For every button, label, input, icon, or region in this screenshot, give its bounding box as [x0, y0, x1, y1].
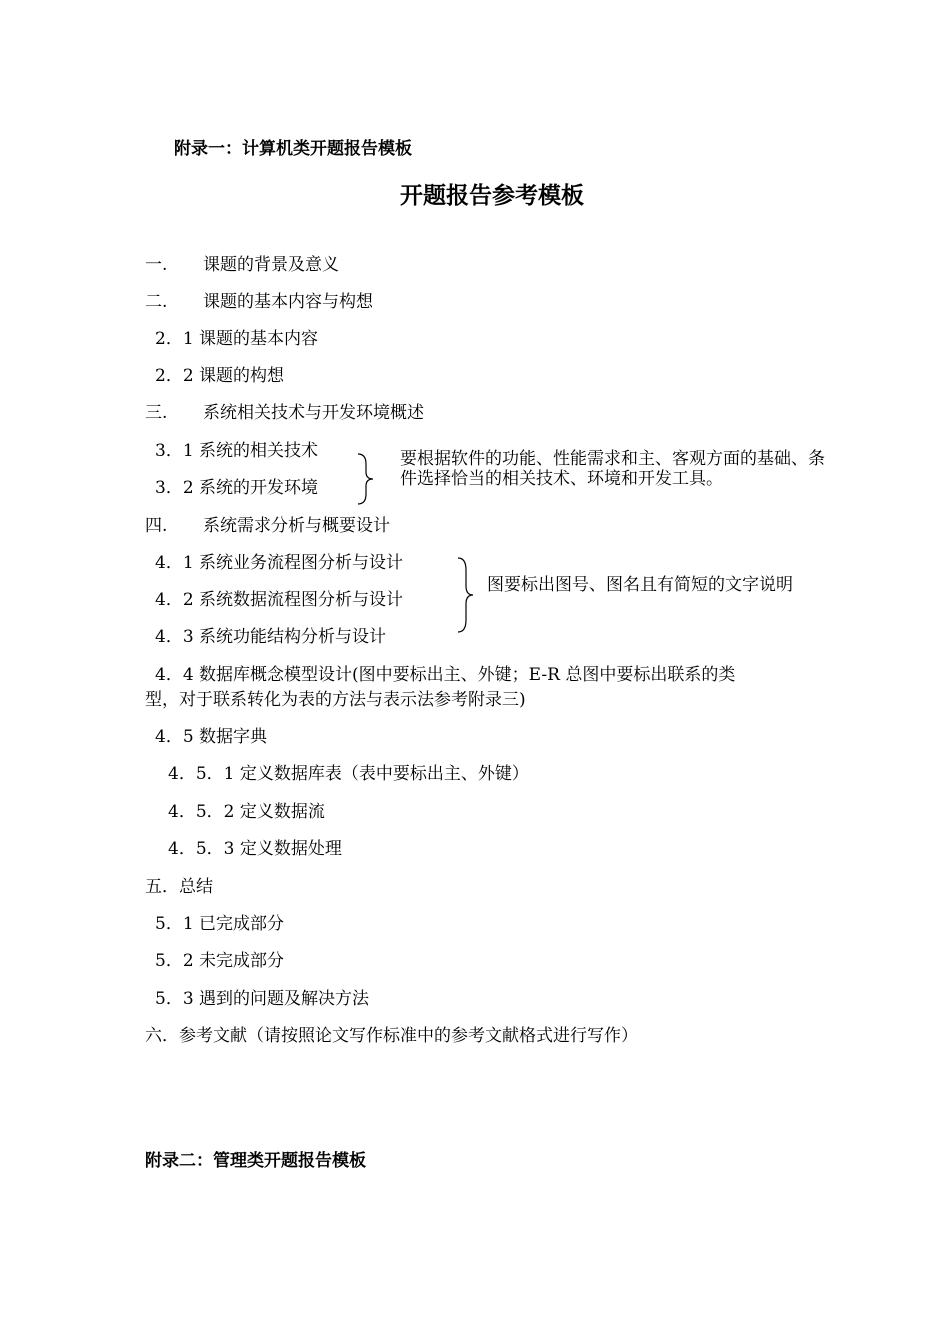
- section-text: 课题的背景及意义: [203, 255, 339, 275]
- section-1: [145, 254, 339, 276]
- subsection-2-1: 2．1 课题的基本内容: [155, 329, 319, 349]
- page-title: 开题报告参考模板: [400, 183, 584, 209]
- subsection-4-5-3: 4．5．3 定义数据处理: [168, 839, 342, 859]
- subsection-3-2: 3．2 系统的开发环境: [155, 478, 319, 498]
- subsection-4-5-2: 4．5．2 定义数据流: [168, 802, 325, 822]
- section-4: [145, 515, 390, 537]
- right-brace-icon: [356, 452, 376, 506]
- subsection-4-4-continued: 型，对于联系转化为表的方法与表示法参考附录三): [145, 690, 526, 710]
- section-number: 一.: [145, 255, 168, 275]
- subsection-5-2: 5．2 未完成部分: [155, 951, 285, 971]
- section-number: 三.: [145, 403, 168, 423]
- appendix-1-heading: 附录一：计算机类开题报告模板: [174, 139, 412, 159]
- tech-selection-note: 要根据软件的功能、性能需求和主、客观方面的基础、条件选择恰当的相关技术、环境和开发工具。: [400, 449, 825, 489]
- subsection-5-3: 5．3 遇到的问题及解决方法: [155, 989, 370, 1009]
- figure-label-note: 图要标出图号、图名且有简短的文字说明: [487, 575, 793, 595]
- subsection-4-4: 4．4 数据库概念模型设计(图中要标出主、外键；E-R 总图中要标出联系的类: [155, 665, 736, 685]
- subsection-5-1: 5．1 已完成部分: [155, 914, 285, 934]
- section-5: 五．总结: [145, 877, 213, 897]
- section-2: [145, 291, 373, 313]
- section-text: 系统相关技术与开发环境概述: [203, 403, 424, 423]
- section-number: 四.: [145, 516, 168, 536]
- subsection-4-1: 4．1 系统业务流程图分析与设计: [155, 553, 404, 573]
- subsection-4-5-1: 4．5．1 定义数据库表（表中要标出主、外键）: [168, 764, 529, 784]
- subsection-4-5: 4．5 数据字典: [155, 727, 268, 747]
- section-3: [145, 402, 424, 424]
- appendix-2-heading: 附录二：管理类开题报告模板: [145, 1151, 366, 1171]
- subsection-4-3: 4．3 系统功能结构分析与设计: [155, 627, 387, 647]
- section-text: 课题的基本内容与构想: [203, 292, 373, 312]
- right-brace-icon: [456, 556, 476, 634]
- section-6: 六．参考文献（请按照论文写作标准中的参考文献格式进行写作）: [145, 1026, 638, 1046]
- section-text: 系统需求分析与概要设计: [203, 516, 390, 536]
- section-number: 二.: [145, 292, 168, 312]
- subsection-3-1: 3．1 系统的相关技术: [155, 441, 319, 461]
- subsection-2-2: 2．2 课题的构想: [155, 366, 285, 386]
- subsection-4-2: 4．2 系统数据流程图分析与设计: [155, 590, 404, 610]
